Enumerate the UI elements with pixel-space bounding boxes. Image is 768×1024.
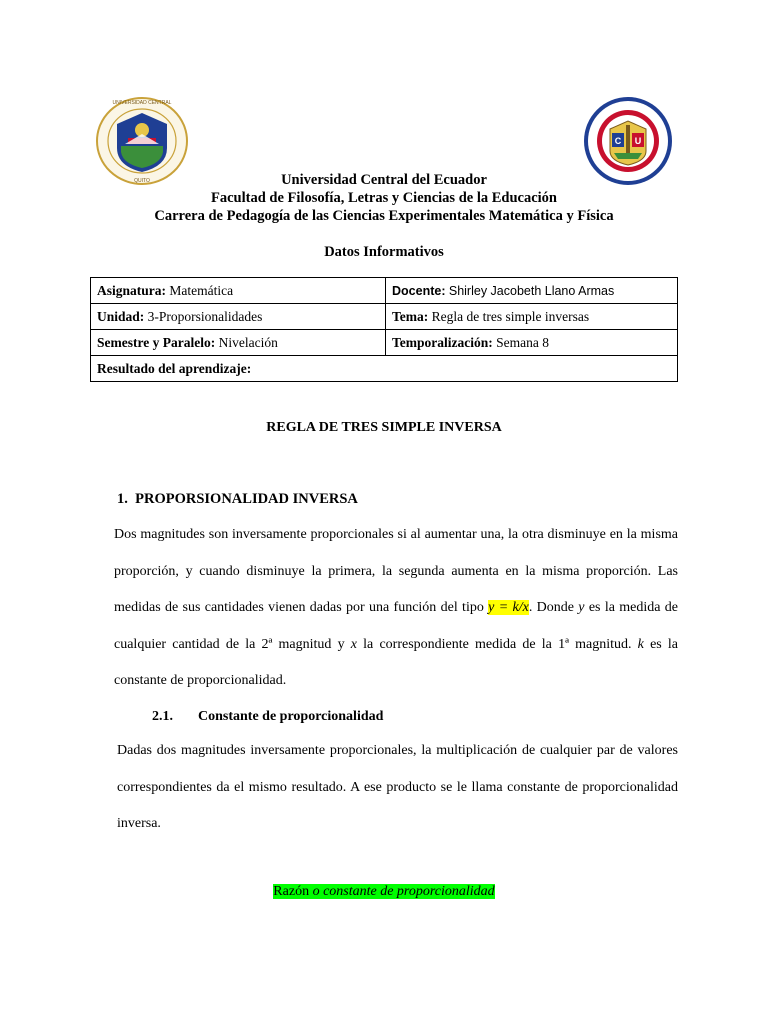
docente-label: Docente: (392, 283, 446, 298)
table-row (91, 356, 678, 382)
asignatura-label: Asignatura: (97, 282, 167, 298)
semestre-value: Nivelación (218, 334, 278, 350)
section-1-paragraph (114, 517, 678, 700)
temporalizacion-label: Temporalización: (392, 334, 493, 350)
section-2-1-number: 2.1. (152, 709, 173, 724)
university-name: Universidad Central del Ecuador (281, 172, 487, 188)
variable-y: y (578, 600, 585, 615)
section-2-1-paragraph: Dadas dos magnitudes inversamente proporcionales, la multiplicación de cualquier par de valores correspondientes da el mismo resultado. A ese producto se le llama constante de proporcionalidad inversa. (117, 743, 678, 831)
table-row (91, 304, 678, 330)
resultado-cell (91, 356, 678, 382)
paragraph-text: Dos magnitudes son inversamente proporcionales si al aumentar una, la otra disminuye en la misma proporción, y cuando disminuye la primera, la segunda aumenta en la misma proporción. Las medidas de sus cantidades vienen dadas por una función del tipo (114, 527, 678, 615)
semestre-label: Semestre y Paralelo: (97, 334, 216, 350)
section-2-1-heading (152, 709, 383, 725)
paragraph-text: es la medida de cualquier cantidad de la 2ª magnitud y (114, 600, 679, 652)
table-row (91, 278, 678, 304)
document-title: REGLA DE TRES SIMPLE INVERSA (266, 420, 502, 435)
inverse-function-formula: y = k/x (488, 600, 529, 615)
info-table (90, 277, 678, 382)
unidad-label: Unidad: (97, 308, 145, 324)
formula-part-proporcionalidad: de proporcionalidad (376, 884, 495, 899)
svg-text:U: U (634, 136, 642, 146)
tema-label: Tema: (392, 308, 429, 324)
paragraph-text: es la constante de proporcionalidad. (114, 636, 679, 688)
table-row (91, 330, 678, 356)
section-1-number: 1. (117, 491, 128, 507)
section-1-heading (117, 491, 358, 508)
docente-cell (386, 278, 678, 304)
docente-value: Shirley Jacobeth Llano Armas (448, 283, 615, 298)
tema-value: Regla de tres simple inversas (431, 308, 590, 324)
proportionality-formula-line (0, 884, 768, 900)
variable-k: k (637, 636, 644, 652)
paragraph-text: la correspondiente medida de la 1ª magnitud. (357, 636, 638, 652)
formula-part-constante: o constante (312, 884, 377, 899)
faculty-name: Facultad de Filosofía, Letras y Ciencias de la Educación (211, 190, 557, 206)
section-2-1-title: Constante de proporcionalidad (198, 709, 384, 724)
info-section-title: Datos Informativos (324, 244, 444, 260)
temporalizacion-value: Semana 8 (496, 334, 549, 350)
temporalizacion-cell (386, 330, 678, 356)
unidad-value: 3-Proporsionalidades (147, 308, 263, 324)
svg-text:UNIVERSIDAD CENTRAL: UNIVERSIDAD CENTRAL (112, 100, 172, 106)
semestre-cell (91, 330, 386, 356)
svg-text:QUITO: QUITO (134, 178, 150, 184)
asignatura-cell (91, 278, 386, 304)
svg-text:C: C (614, 136, 622, 146)
unidad-cell (91, 304, 386, 330)
resultado-label: Resultado del aprendizaje: (97, 360, 252, 376)
formula-part-razon: Razón (273, 884, 313, 899)
paragraph-text: . Donde (528, 600, 579, 615)
variable-x: x (350, 636, 357, 652)
section-1-title: PROPORSIONALIDAD INVERSA (135, 491, 358, 507)
asignatura-value: Matemática (169, 282, 234, 298)
tema-cell (386, 304, 678, 330)
career-name: Carrera de Pedagogía de las Ciencias Experimentales Matemática y Física (154, 208, 614, 224)
